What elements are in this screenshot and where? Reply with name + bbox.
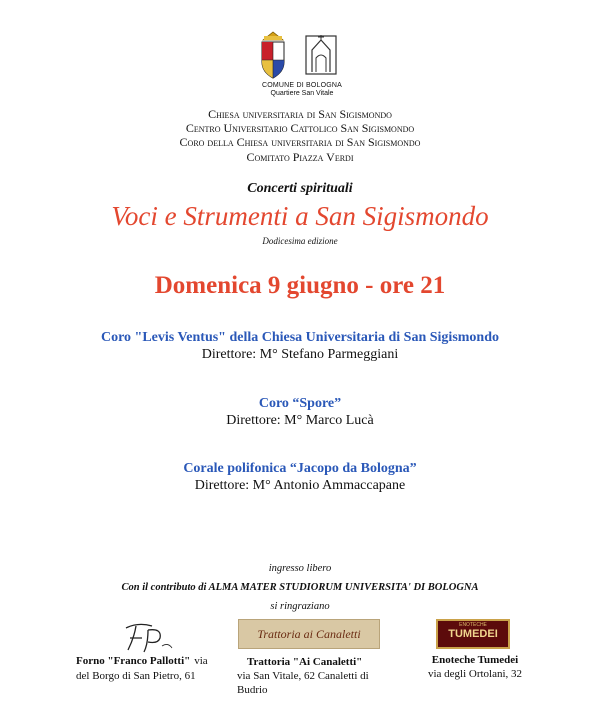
choir-1-name: Coro "Levis Ventus" della Chiesa Universitaria di San Sigismondo: [100, 330, 499, 345]
pallotti-address-via: via: [194, 655, 208, 667]
choir-1-director: Direttore: M° Stefano Parmeggiani: [201, 347, 399, 362]
choir-3-name: Corale polifonica “Jacopo da Bologna”: [183, 461, 417, 476]
contribution-note: Con il contributo di ALMA MATER STUDIORUM UNIVERSITA' DI BOLOGNA: [121, 582, 479, 593]
tumedei-name: Enoteche Tumedei: [431, 654, 519, 666]
canaletti-address-2: Budrio: [237, 684, 268, 696]
canaletti-logo: [238, 619, 380, 649]
organizer-2: Centro Universitario Cattolico San Sigismondo: [185, 121, 415, 135]
comune-crest-icon: [258, 30, 288, 82]
quartiere-name: Quartiere San Vitale: [270, 90, 334, 97]
thanks-note: si ringraziano: [270, 601, 330, 612]
tumedei-address: via degli Ortolani, 32: [427, 668, 523, 680]
choir-3-director: Direttore: M° Antonio Ammaccapane: [194, 478, 406, 493]
tumedei-logo-top: ENOTECHE: [459, 622, 487, 628]
event-date: Domenica 9 giugno - ore 21: [154, 272, 446, 299]
event-title: Voci e Strumenti a San Sigismondo: [111, 201, 489, 231]
sponsor-canaletti: [237, 655, 397, 697]
tumedei-logo: [436, 619, 510, 649]
organizer-3: Coro della Chiesa universitaria di San Sigismondo: [179, 135, 421, 149]
series-title: Concerti spirituali: [247, 181, 353, 196]
canaletti-name: Trattoria "Ai Canaletti": [247, 656, 363, 668]
choir-2-name: Coro “Spore”: [258, 396, 342, 411]
choir-2-director: Direttore: M° Marco Lucà: [226, 413, 374, 428]
sponsor-pallotti: [76, 653, 246, 683]
pallotti-address: del Borgo di San Pietro, 61: [76, 670, 196, 682]
canaletti-address: via San Vitale, 62 Canaletti di: [237, 670, 369, 682]
church-logo-icon: [304, 32, 338, 76]
organizer-4: Comitato Piazza Verdi: [246, 150, 354, 164]
entry-note: ingresso libero: [268, 563, 332, 574]
comune-name: COMUNE DI BOLOGNA: [261, 82, 343, 89]
pallotti-name: Forno "Franco Pallotti": [76, 655, 191, 667]
canaletti-logo-text: Trattoria ai Canaletti: [257, 627, 361, 641]
sponsor-tumedei: [410, 653, 540, 681]
pallotti-logo-icon: [118, 620, 176, 654]
edition-label: Dodicesima edizione: [262, 236, 338, 246]
tumedei-logo-text: TUMEDEI: [448, 628, 498, 640]
header-logos: [252, 30, 352, 104]
organizer-1: Chiesa universitaria di San Sigismondo: [208, 107, 392, 121]
